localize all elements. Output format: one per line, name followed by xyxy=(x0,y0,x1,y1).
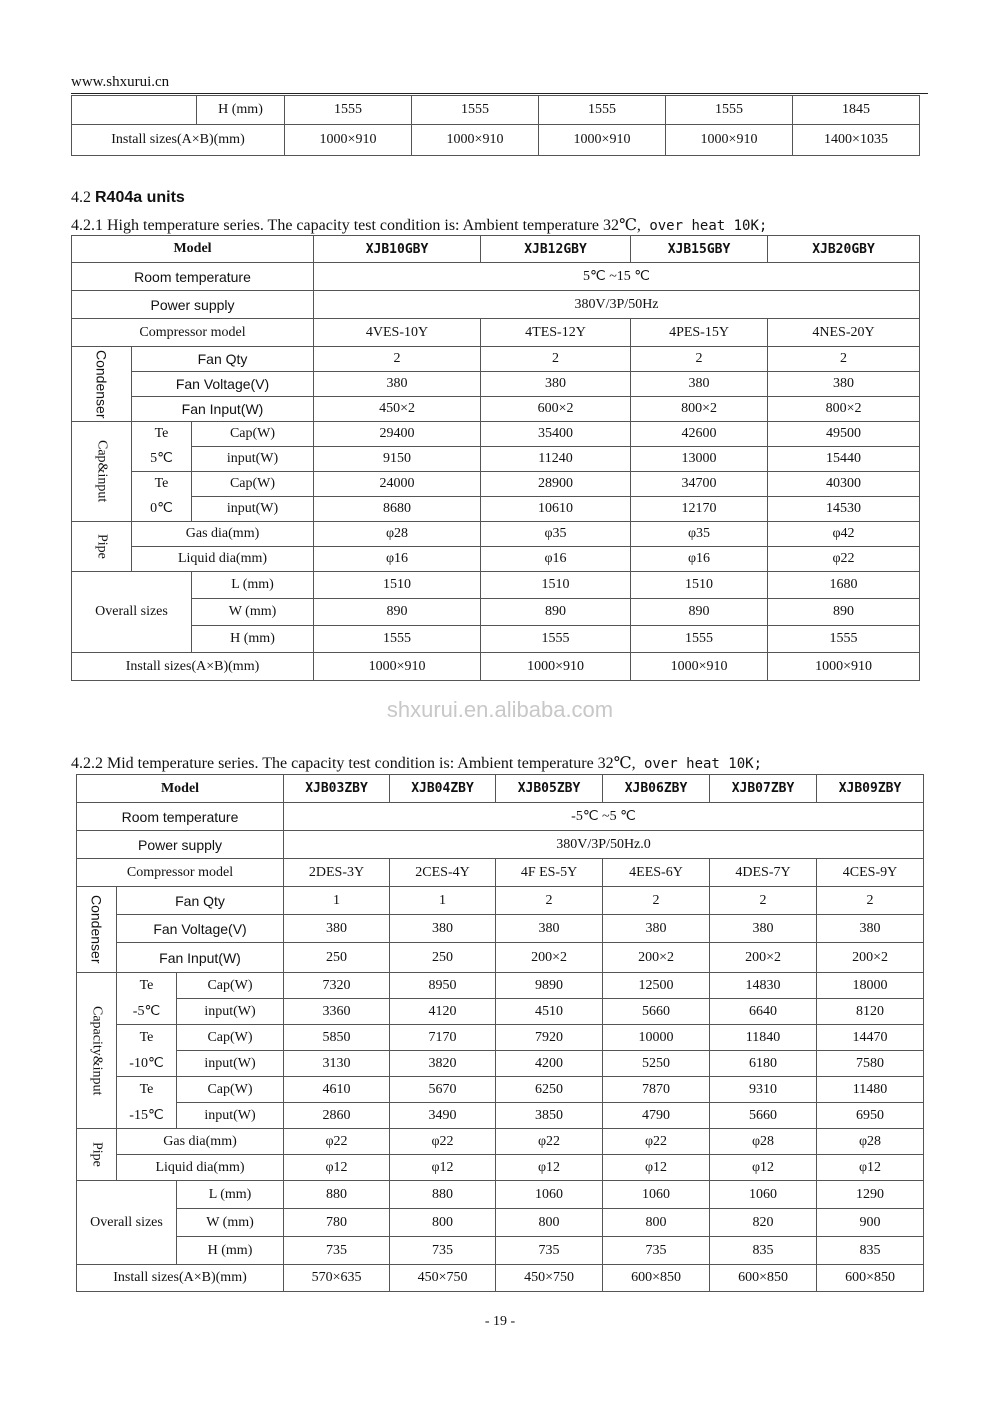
table-row xyxy=(77,831,924,859)
cap-cell: 10000 xyxy=(603,1025,710,1051)
model-cell: XJB04ZBY xyxy=(390,775,496,803)
install-cell: 1000×910 xyxy=(631,653,768,681)
watermark: shxurui.en.alibaba.com xyxy=(386,697,614,722)
fan-voltage-cell: 380 xyxy=(817,915,924,943)
fan-voltage-cell: 380 xyxy=(631,372,768,397)
input-cell: 14530 xyxy=(768,497,920,522)
fan-voltage-cell: 380 xyxy=(496,915,603,943)
fan-qty-cell: 1 xyxy=(390,887,496,915)
cap-cell: 12500 xyxy=(603,973,710,999)
te-temp: -5℃ xyxy=(117,999,177,1025)
l-label: L (mm) xyxy=(192,572,314,599)
table-row xyxy=(72,96,920,125)
gas-cell: φ42 xyxy=(768,522,920,547)
cap-cell: 7870 xyxy=(603,1077,710,1103)
fan-voltage-cell: 380 xyxy=(390,915,496,943)
fan-qty-cell: 2 xyxy=(768,347,920,372)
input-cell: 3850 xyxy=(496,1103,603,1129)
table-row xyxy=(77,999,924,1025)
high-temp-condition xyxy=(71,215,767,235)
table-row xyxy=(77,803,924,831)
h-cell: 835 xyxy=(817,1237,924,1265)
table-row xyxy=(77,1209,924,1237)
cap-cell: 42600 xyxy=(631,422,768,447)
input-cell: 8680 xyxy=(314,497,481,522)
h-cell: 835 xyxy=(710,1237,817,1265)
blank-cell xyxy=(72,96,197,125)
table-row xyxy=(72,522,920,547)
table-row xyxy=(72,397,920,422)
l-cell: 1680 xyxy=(768,572,920,599)
table-row xyxy=(77,973,924,999)
fan-qty-cell: 2 xyxy=(710,887,817,915)
input-cell: 3820 xyxy=(390,1051,496,1077)
input-cell: 3130 xyxy=(284,1051,390,1077)
h-cell: 1555 xyxy=(314,626,481,653)
input-cell: 8120 xyxy=(817,999,924,1025)
table-row xyxy=(72,472,920,497)
cap-cell: 49500 xyxy=(768,422,920,447)
fan-voltage-label: Fan Voltage(V) xyxy=(117,915,284,943)
room-temp-value: -5℃ ~5 ℃ xyxy=(284,803,924,831)
model-cell: XJB10GBY xyxy=(314,236,481,263)
w-cell: 890 xyxy=(768,599,920,626)
fan-qty-cell: 2 xyxy=(603,887,710,915)
gas-cell: φ28 xyxy=(314,522,481,547)
header-rule xyxy=(71,93,928,94)
fan-qty-label: Fan Qty xyxy=(117,887,284,915)
install-label: Install sizes(A×B)(mm) xyxy=(72,125,285,156)
l-label: L (mm) xyxy=(177,1181,284,1209)
install-cell: 570×635 xyxy=(284,1265,390,1292)
compressor-cell: 4CES-9Y xyxy=(817,859,924,887)
l-cell: 1060 xyxy=(603,1181,710,1209)
cap-cell: 18000 xyxy=(817,973,924,999)
input-cell: 4510 xyxy=(496,999,603,1025)
input-label: input(W) xyxy=(177,1051,284,1077)
l-cell: 880 xyxy=(390,1181,496,1209)
h-cell: 1555 xyxy=(768,626,920,653)
compressor-label: Compressor model xyxy=(72,319,314,347)
cap-cell: 28900 xyxy=(481,472,631,497)
install-value: 1000×910 xyxy=(539,125,666,156)
fan-voltage-cell: 380 xyxy=(481,372,631,397)
fan-qty-cell: 2 xyxy=(314,347,481,372)
cap-cell: 14470 xyxy=(817,1025,924,1051)
compressor-cell: 4DES-7Y xyxy=(710,859,817,887)
liquid-cell: φ12 xyxy=(284,1155,390,1181)
input-cell: 2860 xyxy=(284,1103,390,1129)
fan-qty-cell: 2 xyxy=(496,887,603,915)
cap-cell: 7320 xyxy=(284,973,390,999)
model-cell: XJB20GBY xyxy=(768,236,920,263)
input-cell: 7580 xyxy=(817,1051,924,1077)
liquid-cell: φ12 xyxy=(496,1155,603,1181)
table-row xyxy=(77,1077,924,1103)
table-row xyxy=(77,1155,924,1181)
w-cell: 800 xyxy=(603,1209,710,1237)
table-row xyxy=(77,915,924,943)
l-cell: 1060 xyxy=(496,1181,603,1209)
w-cell: 890 xyxy=(481,599,631,626)
install-cell: 450×750 xyxy=(496,1265,603,1292)
te-temp: 0℃ xyxy=(132,497,192,522)
model-label: Model xyxy=(77,775,284,803)
condition-text: 4.2.1 High temperature series. The capacity test condition is: Ambient temperature 32℃, xyxy=(71,217,641,234)
cap-cell: 11480 xyxy=(817,1077,924,1103)
gas-cell: φ22 xyxy=(603,1129,710,1155)
install-value: 1000×910 xyxy=(666,125,793,156)
fan-voltage-cell: 380 xyxy=(284,915,390,943)
page-number: - 19 - xyxy=(484,1314,516,1329)
install-label: Install sizes(A×B)(mm) xyxy=(72,653,314,681)
h-cell: 735 xyxy=(390,1237,496,1265)
te-label: Te xyxy=(132,422,192,447)
fan-qty-cell: 2 xyxy=(817,887,924,915)
table-row xyxy=(72,626,920,653)
te-label: Te xyxy=(117,1077,177,1103)
model-cell: XJB07ZBY xyxy=(710,775,817,803)
fan-input-cell: 800×2 xyxy=(631,397,768,422)
h-value: 1845 xyxy=(793,96,920,125)
table-row xyxy=(72,236,920,263)
table-row xyxy=(72,422,920,447)
table-row xyxy=(72,572,920,599)
l-cell: 1290 xyxy=(817,1181,924,1209)
compressor-cell: 2CES-4Y xyxy=(390,859,496,887)
table-row xyxy=(77,1051,924,1077)
liquid-cell: φ16 xyxy=(481,547,631,572)
input-cell: 5250 xyxy=(603,1051,710,1077)
input-label: input(W) xyxy=(177,999,284,1025)
compressor-cell: 4TES-12Y xyxy=(481,319,631,347)
power-value: 380V/3P/50Hz.0 xyxy=(284,831,924,859)
compressor-cell: 4PES-15Y xyxy=(631,319,768,347)
cap-label: Cap(W) xyxy=(177,1077,284,1103)
input-cell: 6640 xyxy=(710,999,817,1025)
top-continuation-table xyxy=(71,95,920,156)
high-temp-table xyxy=(71,235,920,681)
h-label: H (mm) xyxy=(177,1237,284,1265)
power-label: Power supply xyxy=(72,291,314,319)
fan-input-cell: 200×2 xyxy=(603,943,710,973)
install-value: 1000×910 xyxy=(412,125,539,156)
table-row xyxy=(72,263,920,291)
model-cell: XJB12GBY xyxy=(481,236,631,263)
te-temp: -10℃ xyxy=(117,1051,177,1077)
liquid-cell: φ22 xyxy=(768,547,920,572)
mid-temp-condition xyxy=(71,753,762,773)
w-cell: 780 xyxy=(284,1209,390,1237)
table-row xyxy=(77,887,924,915)
fan-voltage-cell: 380 xyxy=(768,372,920,397)
compressor-cell: 4EES-6Y xyxy=(603,859,710,887)
te-temp: -15℃ xyxy=(117,1103,177,1129)
fan-input-cell: 250 xyxy=(284,943,390,973)
cap-cell: 9310 xyxy=(710,1077,817,1103)
cap-cell: 40300 xyxy=(768,472,920,497)
table-row xyxy=(72,347,920,372)
cap-input-group-label: Capacity&input xyxy=(77,973,117,1129)
condition-superheat: over heat 10K; xyxy=(635,756,762,772)
h-cell: 735 xyxy=(284,1237,390,1265)
cap-cell: 7920 xyxy=(496,1025,603,1051)
cap-label: Cap(W) xyxy=(177,1025,284,1051)
l-cell: 1060 xyxy=(710,1181,817,1209)
cap-cell: 14830 xyxy=(710,973,817,999)
cap-label: Cap(W) xyxy=(177,973,284,999)
condition-superheat: over heat 10K; xyxy=(640,218,768,234)
table-row xyxy=(72,653,920,681)
section-heading xyxy=(71,189,185,207)
liquid-label: Liquid dia(mm) xyxy=(132,547,314,572)
table-row xyxy=(77,1129,924,1155)
input-label: input(W) xyxy=(192,447,314,472)
table-row xyxy=(77,1265,924,1292)
gas-cell: φ28 xyxy=(710,1129,817,1155)
fan-input-cell: 200×2 xyxy=(817,943,924,973)
cap-cell: 34700 xyxy=(631,472,768,497)
input-label: input(W) xyxy=(192,497,314,522)
gas-cell: φ22 xyxy=(390,1129,496,1155)
gas-cell: φ22 xyxy=(284,1129,390,1155)
pipe-group-label: Pipe xyxy=(77,1129,117,1181)
power-label: Power supply xyxy=(77,831,284,859)
h-value: 1555 xyxy=(666,96,793,125)
input-cell: 9150 xyxy=(314,447,481,472)
table-row xyxy=(72,291,920,319)
site-url: www.shxurui.cn xyxy=(71,74,170,90)
fan-input-cell: 800×2 xyxy=(768,397,920,422)
table-row xyxy=(77,943,924,973)
liquid-label: Liquid dia(mm) xyxy=(117,1155,284,1181)
liquid-cell: φ16 xyxy=(631,547,768,572)
cap-cell: 35400 xyxy=(481,422,631,447)
install-cell: 1000×910 xyxy=(481,653,631,681)
w-cell: 800 xyxy=(496,1209,603,1237)
table-row xyxy=(72,125,920,156)
h-label: H (mm) xyxy=(197,96,285,125)
table-row xyxy=(77,1237,924,1265)
l-cell: 1510 xyxy=(631,572,768,599)
condenser-group-label: Condenser xyxy=(77,887,117,973)
fan-input-label: Fan Input(W) xyxy=(132,397,314,422)
condenser-group-label: Condenser xyxy=(72,347,132,422)
cap-cell: 9890 xyxy=(496,973,603,999)
input-cell: 4200 xyxy=(496,1051,603,1077)
h-cell: 1555 xyxy=(631,626,768,653)
input-cell: 4120 xyxy=(390,999,496,1025)
table-row xyxy=(72,372,920,397)
h-value: 1555 xyxy=(539,96,666,125)
condition-text: 4.2.2 Mid temperature series. The capacity test condition is: Ambient temperature 32℃, xyxy=(71,755,636,772)
install-cell: 600×850 xyxy=(710,1265,817,1292)
fan-input-cell: 450×2 xyxy=(314,397,481,422)
cap-cell: 5670 xyxy=(390,1077,496,1103)
cap-label: Cap(W) xyxy=(192,422,314,447)
input-label: input(W) xyxy=(177,1103,284,1129)
model-cell: XJB05ZBY xyxy=(496,775,603,803)
l-cell: 880 xyxy=(284,1181,390,1209)
input-cell: 6180 xyxy=(710,1051,817,1077)
cap-cell: 11840 xyxy=(710,1025,817,1051)
install-cell: 1000×910 xyxy=(314,653,481,681)
gas-cell: φ35 xyxy=(631,522,768,547)
cap-cell: 29400 xyxy=(314,422,481,447)
fan-input-cell: 250 xyxy=(390,943,496,973)
compressor-cell: 4VES-10Y xyxy=(314,319,481,347)
compressor-label: Compressor model xyxy=(77,859,284,887)
w-cell: 890 xyxy=(314,599,481,626)
input-cell: 5660 xyxy=(710,1103,817,1129)
gas-cell: φ35 xyxy=(481,522,631,547)
input-cell: 4790 xyxy=(603,1103,710,1129)
gas-cell: φ22 xyxy=(496,1129,603,1155)
install-value: 1000×910 xyxy=(285,125,412,156)
input-cell: 3360 xyxy=(284,999,390,1025)
gas-cell: φ28 xyxy=(817,1129,924,1155)
te-label: Te xyxy=(117,973,177,999)
table-row xyxy=(77,859,924,887)
input-cell: 5660 xyxy=(603,999,710,1025)
h-cell: 1555 xyxy=(481,626,631,653)
install-cell: 450×750 xyxy=(390,1265,496,1292)
install-cell: 1000×910 xyxy=(768,653,920,681)
cap-cell: 7170 xyxy=(390,1025,496,1051)
w-cell: 820 xyxy=(710,1209,817,1237)
table-row xyxy=(72,599,920,626)
fan-voltage-label: Fan Voltage(V) xyxy=(132,372,314,397)
l-cell: 1510 xyxy=(314,572,481,599)
cap-cell: 8950 xyxy=(390,973,496,999)
fan-input-cell: 200×2 xyxy=(496,943,603,973)
cap-cell: 4610 xyxy=(284,1077,390,1103)
install-cell: 600×850 xyxy=(603,1265,710,1292)
input-cell: 6950 xyxy=(817,1103,924,1129)
fan-input-cell: 200×2 xyxy=(710,943,817,973)
room-temp-value: 5℃ ~15 ℃ xyxy=(314,263,920,291)
liquid-cell: φ12 xyxy=(817,1155,924,1181)
cap-cell: 6250 xyxy=(496,1077,603,1103)
w-cell: 900 xyxy=(817,1209,924,1237)
te-temp: 5℃ xyxy=(132,447,192,472)
input-cell: 15440 xyxy=(768,447,920,472)
w-cell: 800 xyxy=(390,1209,496,1237)
te-label: Te xyxy=(117,1025,177,1051)
section-number: 4.2 xyxy=(71,189,91,206)
mid-temp-table xyxy=(76,774,924,1292)
table-row xyxy=(77,1025,924,1051)
install-value: 1400×1035 xyxy=(793,125,920,156)
model-label: Model xyxy=(72,236,314,263)
input-cell: 3490 xyxy=(390,1103,496,1129)
table-row xyxy=(72,319,920,347)
te-label: Te xyxy=(132,472,192,497)
liquid-cell: φ16 xyxy=(314,547,481,572)
room-temp-label: Room temperature xyxy=(77,803,284,831)
h-value: 1555 xyxy=(285,96,412,125)
fan-input-cell: 600×2 xyxy=(481,397,631,422)
h-cell: 735 xyxy=(496,1237,603,1265)
l-cell: 1510 xyxy=(481,572,631,599)
fan-qty-cell: 2 xyxy=(631,347,768,372)
table-row xyxy=(77,775,924,803)
section-title: R404a units xyxy=(95,189,185,206)
room-temp-label: Room temperature xyxy=(72,263,314,291)
w-label: W (mm) xyxy=(192,599,314,626)
h-value: 1555 xyxy=(412,96,539,125)
fan-voltage-cell: 380 xyxy=(603,915,710,943)
fan-qty-cell: 1 xyxy=(284,887,390,915)
table-row xyxy=(77,1103,924,1129)
table-row xyxy=(77,1181,924,1209)
compressor-cell: 2DES-3Y xyxy=(284,859,390,887)
input-cell: 13000 xyxy=(631,447,768,472)
install-label: Install sizes(A×B)(mm) xyxy=(77,1265,284,1292)
cap-input-group-label: Cap&input xyxy=(72,422,132,522)
gas-label: Gas dia(mm) xyxy=(132,522,314,547)
liquid-cell: φ12 xyxy=(710,1155,817,1181)
overall-sizes-label: Overall sizes xyxy=(72,572,192,653)
compressor-cell: 4F ES-5Y xyxy=(496,859,603,887)
input-cell: 12170 xyxy=(631,497,768,522)
model-cell: XJB09ZBY xyxy=(817,775,924,803)
table-row xyxy=(72,547,920,572)
install-cell: 600×850 xyxy=(817,1265,924,1292)
table-row xyxy=(72,447,920,472)
model-cell: XJB15GBY xyxy=(631,236,768,263)
w-label: W (mm) xyxy=(177,1209,284,1237)
model-cell: XJB06ZBY xyxy=(603,775,710,803)
fan-input-label: Fan Input(W) xyxy=(117,943,284,973)
h-cell: 735 xyxy=(603,1237,710,1265)
power-value: 380V/3P/50Hz xyxy=(314,291,920,319)
liquid-cell: φ12 xyxy=(603,1155,710,1181)
liquid-cell: φ12 xyxy=(390,1155,496,1181)
fan-qty-label: Fan Qty xyxy=(132,347,314,372)
fan-voltage-cell: 380 xyxy=(710,915,817,943)
table-row xyxy=(72,497,920,522)
input-cell: 10610 xyxy=(481,497,631,522)
fan-qty-cell: 2 xyxy=(481,347,631,372)
cap-cell: 5850 xyxy=(284,1025,390,1051)
compressor-cell: 4NES-20Y xyxy=(768,319,920,347)
pipe-group-label: Pipe xyxy=(72,522,132,572)
cap-label: Cap(W) xyxy=(192,472,314,497)
cap-cell: 24000 xyxy=(314,472,481,497)
h-label: H (mm) xyxy=(192,626,314,653)
w-cell: 890 xyxy=(631,599,768,626)
model-cell: XJB03ZBY xyxy=(284,775,390,803)
input-cell: 11240 xyxy=(481,447,631,472)
overall-sizes-label: Overall sizes xyxy=(77,1181,177,1265)
fan-voltage-cell: 380 xyxy=(314,372,481,397)
gas-label: Gas dia(mm) xyxy=(117,1129,284,1155)
